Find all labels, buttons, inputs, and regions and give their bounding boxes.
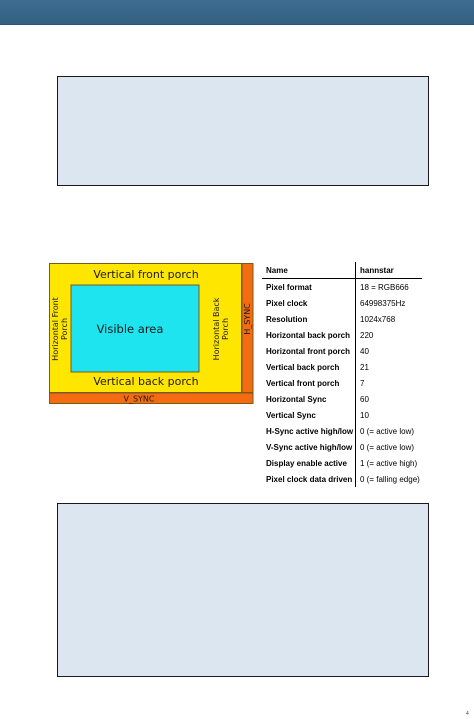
row-name: Horizontal front porch: [262, 343, 356, 359]
top-banner: [0, 0, 474, 25]
table-row: [262, 359, 422, 375]
horizontal-front-porch-label-line2: Porch: [60, 317, 69, 341]
parameter-table: [262, 262, 422, 487]
row-name: H-Sync active high/low: [262, 423, 356, 439]
page-number: 4: [466, 711, 469, 717]
row-value: 1024x768: [360, 314, 396, 324]
row-name: Pixel clock data driven: [262, 471, 356, 487]
header-value: hannstar: [356, 262, 423, 279]
row-name: Pixel format: [262, 279, 356, 296]
row-value: 64998375Hz: [360, 298, 406, 308]
row-value: 7: [360, 378, 365, 388]
table-row: [262, 471, 422, 487]
table-row: [262, 391, 422, 407]
code-box: [57, 503, 429, 677]
row-name: Vertical Sync: [262, 407, 356, 423]
table-row: [262, 423, 422, 439]
row-value: 0 (= active low): [360, 442, 415, 452]
vertical-front-porch-label: Vertical front porch: [93, 268, 199, 281]
h-sync-label: H_SYNC: [243, 303, 252, 335]
table-row: [262, 375, 422, 391]
visible-area-label: Visible area: [96, 322, 164, 336]
row-value: 18 = RGB666: [360, 282, 409, 292]
horizontal-back-porch-label-line1: Horizontal Back: [212, 297, 221, 361]
row-value: 0 (= active low): [360, 426, 415, 436]
v-sync-label: V_SYNC: [123, 394, 155, 404]
horizontal-back-porch-label-line2: Porch: [221, 317, 230, 341]
row-value: 220: [360, 330, 374, 340]
row-value: 40: [360, 346, 369, 356]
row-name: Horizontal back porch: [262, 327, 356, 343]
row-value: 60: [360, 394, 369, 404]
table-row: [262, 455, 422, 471]
row-name: Horizontal Sync: [262, 391, 356, 407]
row-name: Pixel clock: [262, 295, 356, 311]
row-value: 21: [360, 362, 369, 372]
table-row: [262, 327, 422, 343]
table-row: [262, 279, 422, 296]
row-name: Vertical back porch: [262, 359, 356, 375]
row-value: 10: [360, 410, 369, 420]
horizontal-front-porch-label-line1: Horizontal Front: [51, 297, 60, 361]
vertical-back-porch-label: Vertical back porch: [93, 375, 199, 388]
row-name: Vertical front porch: [262, 375, 356, 391]
table-row: [262, 439, 422, 455]
code-box: [57, 76, 429, 186]
table-header-row: [262, 262, 422, 279]
row-value: 1 (= active high): [360, 458, 418, 468]
table-row: [262, 311, 422, 327]
table-row: [262, 407, 422, 423]
table-row: [262, 295, 422, 311]
row-name: Resolution: [262, 311, 356, 327]
table-row: [262, 343, 422, 359]
row-value: 0 (= falling edge): [360, 474, 420, 484]
header-name: Name: [262, 262, 356, 279]
timing-diagram: [49, 263, 254, 404]
row-name: Display enable active: [262, 455, 356, 471]
row-name: V-Sync active high/low: [262, 439, 356, 455]
